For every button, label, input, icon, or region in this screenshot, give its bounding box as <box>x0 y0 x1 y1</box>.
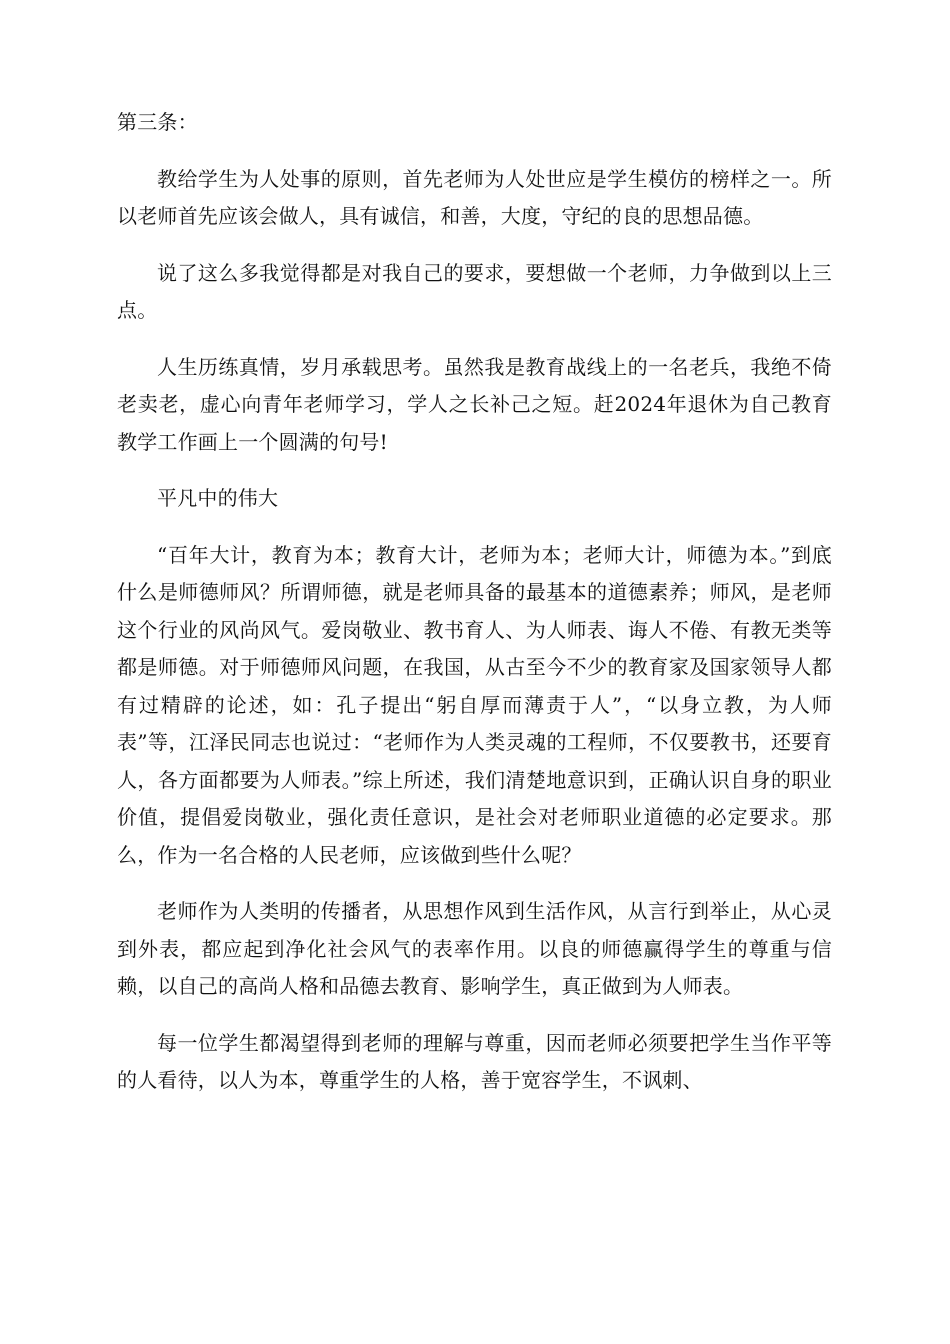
paragraph-respect: 每一位学生都渴望得到老师的理解与尊重，因而老师必须要把学生当作平等的人看待，以人为本，尊重学生的人格，善于宽容学生，不讽刺、 <box>117 1030 832 1092</box>
paragraph-requirements: 说了这么多我觉得都是对我自己的要求，要想做一个老师，力争做到以上三点。 <box>117 260 832 322</box>
paragraph-principles: 教给学生为人处事的原则，首先老师为人处世应是学生模仿的榜样之一。所以老师首先应该会做人，具有诚信，和善，大度，守纪的良的思想品德。 <box>117 166 832 228</box>
section-title: 平凡中的伟大 <box>157 486 279 510</box>
article-heading: 第三条： <box>117 110 198 134</box>
paragraph-role-model: 老师作为人类明的传播者，从思想作风到生活作风，从言行到举止，从心灵到外表，都应起到净化社会风气的表率作用。以良的师德赢得学生的尊重与信赖，以自己的高尚人格和品德去教育、影响学生，真正做到为人师表。 <box>117 899 832 998</box>
document-body <box>117 104 832 1119</box>
paragraph-veteran: 人生历练真情，岁月承载思考。虽然我是教育战线上的一名老兵，我绝不倚老卖老，虚心向青年老师学习，学人之长补己之短。赶2024年退休为自己教育教学工作画上一个圆满的句号! <box>117 354 832 454</box>
paragraph-ethics: “百年大计，教育为本；教育大计，老师为本；老师大计，师德为本。”到底什么是师德师风？所谓师德，就是老师具备的最基本的道德素养；师风，是老师这个行业的风尚风气。爱岗敬业、教书育人、为人师表、诲人不倦、有教无类等都是师德。对于师德师风问题，在我国，从古至今不少的教育家及国家领导人都有过精辟的论述，如：孔子提出“躬自厚而薄责于人”，“以身立教，为人师表”等，江泽民同志也说过：“老师作为人类灵魂的工程师，不仅要教书，还要育人，各方面都要为人师表。”综上所述，我们清楚地意识到，正确认识自身的职业价值，提倡爱岗敬业，强化责任意识，是社会对老师职业道德的必定要求。那么，作为一名合格的人民老师，应该做到些什么呢？ <box>117 542 832 867</box>
